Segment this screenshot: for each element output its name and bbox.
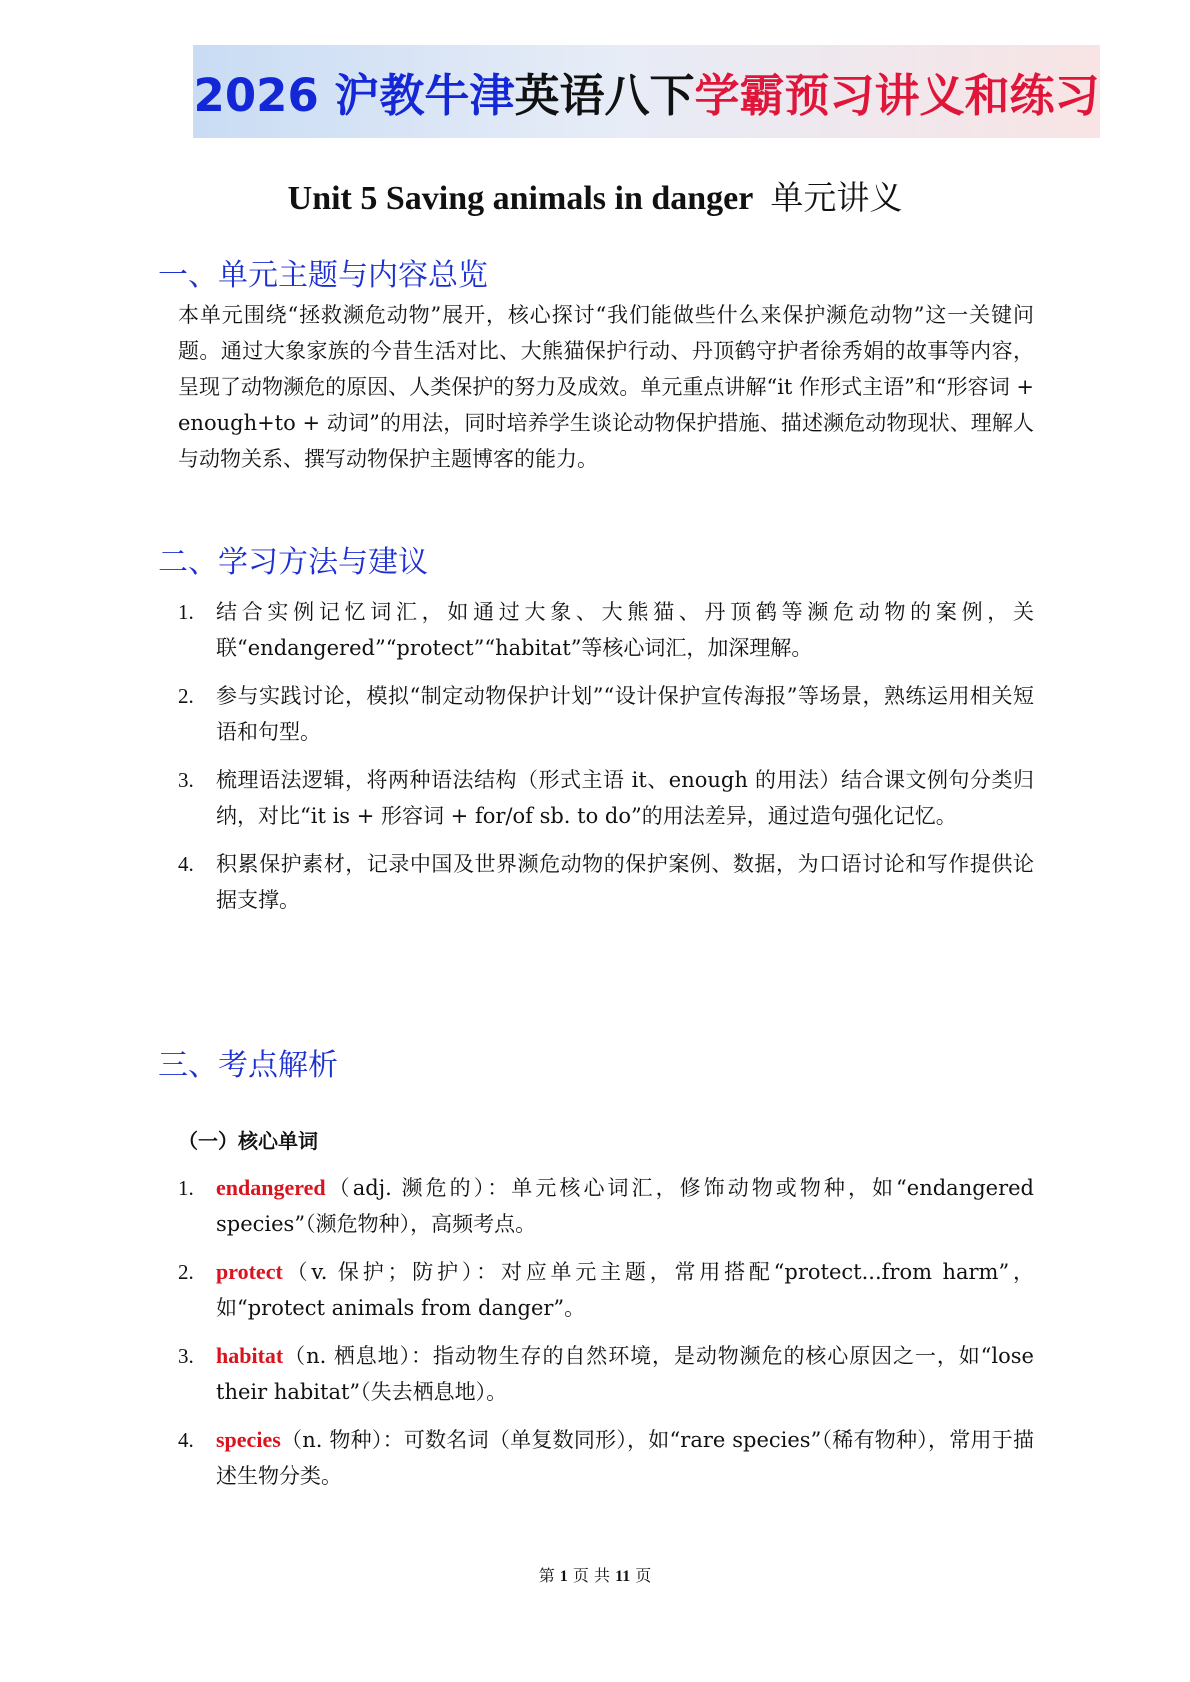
core-words-list: [178, 1170, 1034, 1506]
keyword: species: [216, 1427, 281, 1452]
document-title: [0, 172, 1190, 219]
core-words-subheading: （一）核心单词: [178, 1129, 318, 1153]
section-3-heading: 三、考点解析: [158, 1048, 338, 1083]
page-number: 1: [559, 1568, 568, 1585]
title-english: Unit 5 Saving animals in danger: [287, 180, 754, 217]
header-banner: [193, 45, 1100, 138]
list-item: 4. 积累保护素材，记录中国及世界濒危动物的保护案例、数据，为口语讨论和写作提供论据支撑。: [178, 852, 1034, 912]
banner-part-1: 2026 沪教牛津: [193, 69, 515, 122]
page-footer: 第 1 页 共 11 页: [538, 1566, 652, 1585]
keyword: habitat: [216, 1343, 284, 1368]
list-item: 4. species（n. 物种）：可数名词（单复数同形），如“rare species”（稀有物种），常用于描述生物分类。: [178, 1427, 1034, 1488]
section-1-body: 本单元围绕“拯救濒危动物”展开，核心探讨“我们能做些什么来保护濒危动物”这一关键问题。通过大象家族的今昔生活对比、大熊猫保护行动、丹顶鹤守护者徐秀娟的故事等内容，呈现了动物濒危的原因、人类保护的努力及成效。单元重点讲解“it 作形式主语”和“形容词 + enough+to + 动词”的用法，同时培养学生谈论动物保护措施、描述濒危动物现状、理解人与动物关系、撰写动物保护主题博客的能力。: [178, 303, 1034, 471]
keyword: endangered: [216, 1175, 326, 1200]
banner-part-2: 英语八下: [514, 69, 695, 122]
list-item: 1. 结合实例记忆词汇，如通过大象、大熊猫、丹顶鹤等濒危动物的案例，关联“endangered”“protect”“habitat”等核心词汇，加深理解。: [178, 600, 1034, 660]
section-1-heading: 一、单元主题与内容总览: [158, 258, 488, 293]
list-item: 2. protect（v. 保护；防护）：对应单元主题，常用搭配“protect...from harm”，如“protect animals from danger”。: [178, 1259, 1034, 1320]
section-2-heading: 二、学习方法与建议: [158, 545, 428, 580]
keyword: protect: [216, 1259, 283, 1284]
title-chinese: 单元讲义: [770, 178, 903, 217]
banner-part-3: 学霸预习讲义和练习: [694, 69, 1100, 122]
page-total: 11: [615, 1568, 631, 1585]
list-item: 1. endangered（adj. 濒危的）：单元核心词汇，修饰动物或物种，如“endangered species”（濒危物种），高频考点。: [178, 1175, 1034, 1236]
list-item: 2. 参与实践讨论，模拟“制定动物保护计划”“设计保护宣传海报”等场景，熟练运用相关短语和句型。: [178, 684, 1034, 744]
list-item: 3. 梳理语法逻辑，将两种语法结构（形式主语 it、enough 的用法）结合课文例句分类归纳，对比“it is + 形容词 + for/of sb. to do”的用法差异，通过造句强化记忆。: [178, 768, 1034, 828]
list-item: 3. habitat（n. 栖息地）：指动物生存的自然环境，是动物濒危的核心原因之一，如“lose their habitat”（失去栖息地）。: [178, 1343, 1034, 1404]
study-tips-list: [178, 594, 1034, 930]
